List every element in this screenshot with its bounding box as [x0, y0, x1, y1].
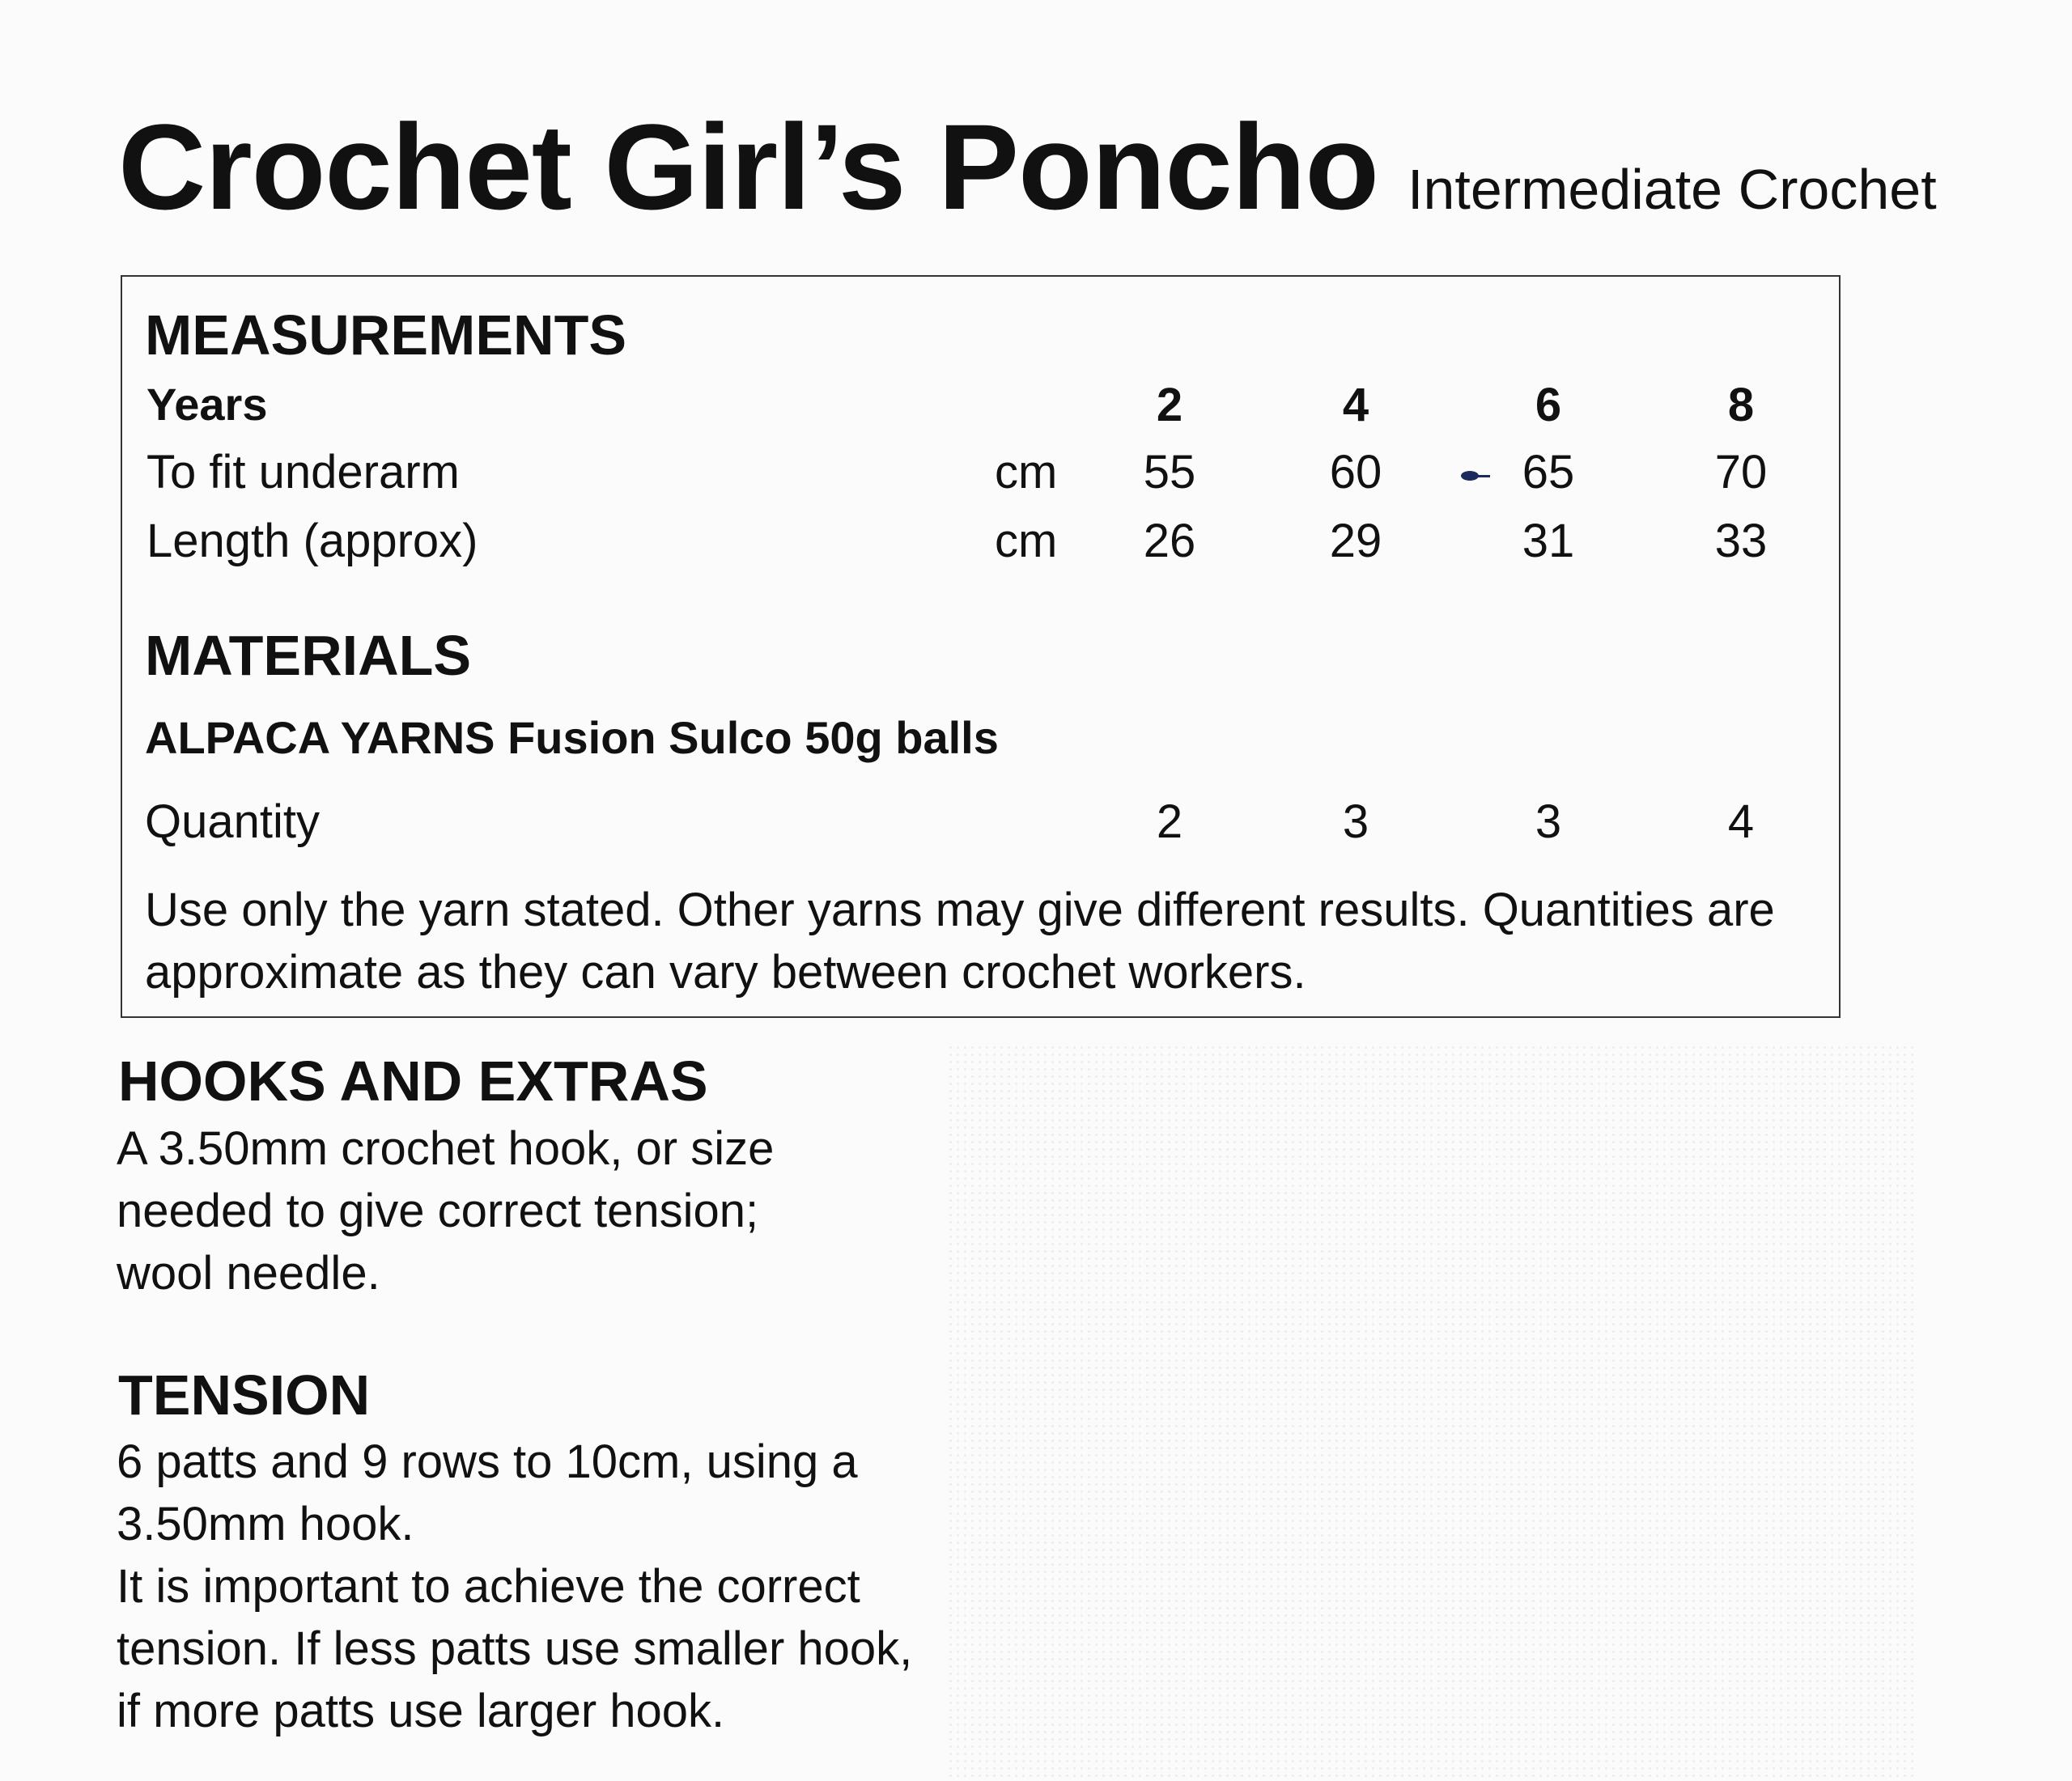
hooks-text [117, 1117, 774, 1304]
measurements-materials-box [121, 275, 1841, 1018]
tension-text [117, 1431, 912, 1742]
hooks-line: wool needle. [117, 1247, 380, 1300]
value-cell: 65 [1522, 446, 1575, 498]
embossed-texture-background [947, 1044, 1918, 1781]
yarn-name: ALPACA YARNS Fusion Sulco 50g balls [145, 712, 999, 763]
quantity-cell: 2 [1156, 795, 1183, 848]
value-cell: 26 [1143, 515, 1196, 567]
tension-line: It is important to achieve the correct [117, 1560, 860, 1613]
size-header: 6 [1535, 379, 1562, 431]
years-label: Years [146, 379, 268, 430]
unit-label: cm [995, 515, 1058, 567]
quantity-cell: 3 [1342, 795, 1369, 848]
hooks-line: A 3.50mm crochet hook, or size [117, 1122, 775, 1175]
value-cell: 70 [1714, 446, 1768, 498]
page-title: Crochet Girl’s Poncho [118, 99, 1379, 235]
size-header: 4 [1342, 379, 1369, 431]
materials-heading: MATERIALS [145, 624, 472, 687]
hooks-heading: HOOKS AND EXTRAS [118, 1050, 708, 1113]
yarn-note: Use only the yarn stated. Other yarns may give different results. Quantities are approximate as they can vary between crochet workers. [145, 884, 1775, 999]
tension-line: if more patts use larger hook. [117, 1685, 725, 1737]
title-row [118, 97, 1937, 237]
unit-label: cm [995, 446, 1058, 498]
difficulty-subtitle: Intermediate Crochet [1408, 158, 1937, 221]
pen-mark [1461, 471, 1479, 481]
measurements-heading: MEASUREMENTS [145, 303, 627, 367]
value-cell: 31 [1522, 515, 1575, 567]
size-header: 2 [1156, 379, 1183, 431]
row-label-length: Length (approx) [146, 515, 478, 567]
value-cell: 55 [1143, 446, 1196, 498]
tension-line: tension. If less patts use smaller hook, [117, 1622, 913, 1675]
quantity-cell: 4 [1727, 795, 1755, 848]
tension-line: 6 patts and 9 rows to 10cm, using a [117, 1435, 858, 1488]
tension-line: 3.50mm hook. [117, 1498, 414, 1550]
row-label-underarm: To fit underarm [146, 446, 460, 498]
value-cell: 33 [1714, 515, 1768, 567]
quantity-cell: 3 [1535, 795, 1562, 848]
value-cell: 29 [1329, 515, 1382, 567]
size-header: 8 [1727, 379, 1755, 431]
quantity-label: Quantity [145, 795, 320, 848]
value-cell: 60 [1329, 446, 1382, 498]
tension-heading: TENSION [118, 1363, 371, 1427]
hooks-line: needed to give correct tension; [117, 1185, 759, 1237]
